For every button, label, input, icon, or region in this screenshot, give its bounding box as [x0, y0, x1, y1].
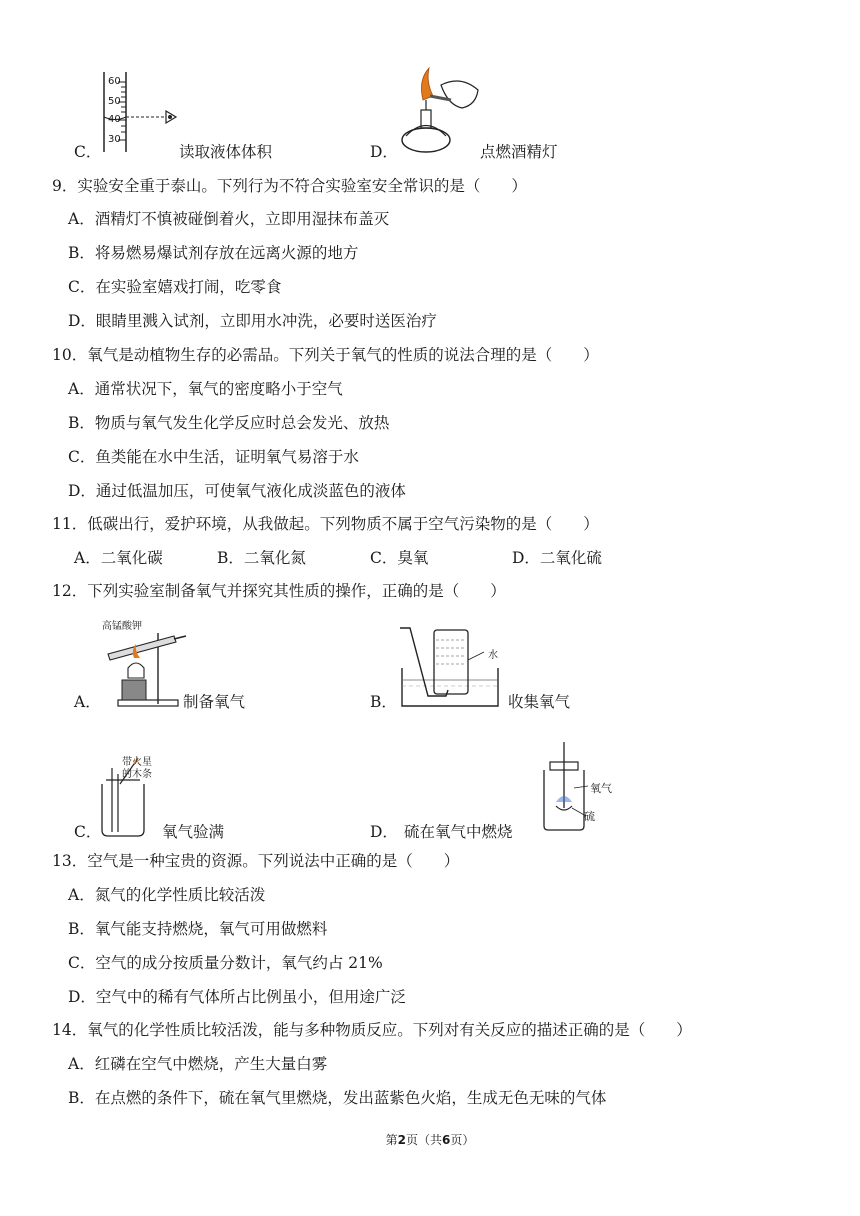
- q8-option-d-label: D．: [370, 143, 398, 161]
- question-11-option-b: B．二氧化氮: [217, 549, 306, 567]
- q12-d-tag-sulfur: 硫: [584, 810, 595, 823]
- q12-option-a-caption: 制备氧气: [183, 693, 246, 711]
- cylinder-tick-label: 30: [108, 134, 121, 145]
- cylinder-tick-label: 40: [108, 114, 121, 125]
- q12-c-tag-line1: 带火星: [122, 757, 152, 768]
- q8-option-c-label: C．: [74, 143, 102, 161]
- question-13-stem: 13．空气是一种宝贵的资源。下列说法中正确的是（ ）: [52, 852, 460, 870]
- question-13-option-d: D．空气中的稀有气体所占比例虽小，但用途广泛: [68, 988, 406, 1006]
- q8-option-c-caption: 读取液体体积: [179, 143, 273, 161]
- lighting-alcohol-lamp-figure: [396, 60, 486, 160]
- q8-option-d-caption: 点燃酒精灯: [480, 143, 558, 161]
- q12-b-tag: 水: [488, 650, 498, 661]
- cylinder-tick-label: 60: [108, 76, 121, 87]
- question-10-option-b: B．物质与氧气发生化学反应时总会发光、放热: [68, 414, 390, 432]
- heating-potassium-permanganate-figure: [98, 628, 190, 708]
- footer-total-pages: 6: [442, 1133, 451, 1147]
- question-14-option-b: B．在点燃的条件下，硫在氧气里燃烧，发出蓝紫色火焰，生成无色无味的气体: [68, 1089, 607, 1107]
- question-12-stem: 12．下列实验室制备氧气并探究其性质的操作，正确的是（ ）: [52, 582, 506, 600]
- question-9-option-b: B．将易燃易爆试剂存放在远离火源的地方: [68, 244, 359, 262]
- question-10-option-d: D．通过低温加压，可使氧气液化成淡蓝色的液体: [68, 482, 406, 500]
- footer-suffix: 页）: [450, 1133, 475, 1147]
- water-displacement-collection-figure: [398, 620, 502, 712]
- q12-option-b-caption: 收集氧气: [508, 693, 571, 711]
- q12-option-b-label: B．: [370, 693, 397, 711]
- q12-d-tag-oxygen: 氧气: [590, 782, 612, 795]
- question-13-option-b: B．氧气能支持燃烧，氧气可用做燃料: [68, 920, 328, 938]
- q12-c-tag-line2: 的木条: [122, 769, 152, 780]
- question-10-stem: 10．氧气是动植物生存的必需品。下列关于氧气的性质的说法合理的是（ ）: [52, 346, 599, 364]
- question-9-stem: 9．实验安全重于泰山。下列行为不符合实验室安全常识的是（ ）: [52, 177, 527, 195]
- question-11-option-d: D．二氧化硫: [512, 549, 602, 567]
- cylinder-tick-label: 50: [108, 96, 121, 107]
- question-10-option-c: C．鱼类能在水中生活，证明氧气易溶于水: [68, 448, 359, 466]
- q12-option-d-label: D．: [370, 823, 398, 841]
- page-footer: [0, 1131, 860, 1148]
- question-9-option-d: D．眼睛里溅入试剂，立即用水冲洗，必要时送医治疗: [68, 312, 437, 330]
- question-14-option-a: A．红磷在空气中燃烧，产生大量白雾: [68, 1055, 328, 1073]
- question-11-option-c: C．臭氧: [370, 549, 429, 567]
- footer-mid: 页（共: [405, 1133, 442, 1147]
- q12-option-d-caption: 硫在氧气中燃烧: [404, 823, 513, 841]
- q12-option-a-label: A．: [74, 693, 101, 711]
- question-11-stem: 11．低碳出行，爱护环境，从我做起。下列物质不属于空气污染物的是（ ）: [52, 515, 599, 533]
- question-10-option-a: A．通常状况下，氧气的密度略小于空气: [68, 380, 343, 398]
- q12-option-c-caption: 氧气验满: [162, 823, 225, 841]
- question-9-option-a: A．酒精灯不慎被碰倒着火，立即用湿抹布盖灭: [68, 210, 390, 228]
- q12-option-c-label: C．: [74, 823, 102, 841]
- q12-a-tag: 高锰酸钾: [102, 621, 142, 632]
- footer-prefix: 第: [385, 1133, 398, 1147]
- question-14-stem: 14．氧气的化学性质比较活泼，能与多种物质反应。下列对有关反应的描述正确的是（ ）: [52, 1021, 692, 1039]
- question-13-option-c: C．空气的成分按质量分数计，氧气约占 21%: [68, 954, 383, 972]
- footer-page-number: 2: [397, 1133, 406, 1147]
- question-11-option-a: A．二氧化碳: [74, 549, 163, 567]
- question-13-option-a: A．氮气的化学性质比较活泼: [68, 886, 266, 904]
- question-9-option-c: C．在实验室嬉戏打闹，吃零食: [68, 278, 282, 296]
